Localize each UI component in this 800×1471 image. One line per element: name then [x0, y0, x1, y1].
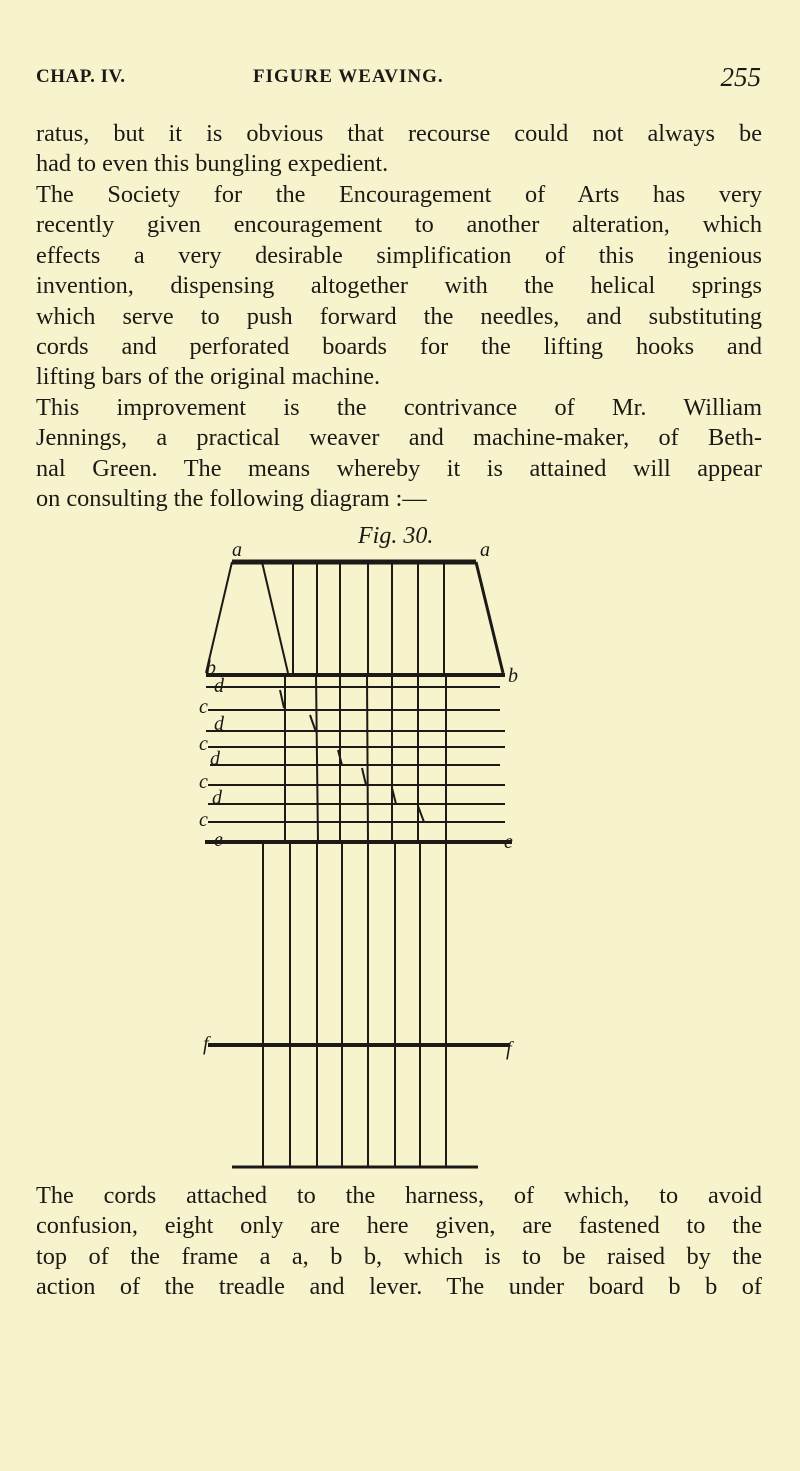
label-e-right: e	[504, 831, 513, 853]
label-f-right: f	[506, 1038, 512, 1060]
text-line: lifting bars of the original machine.	[36, 363, 381, 391]
label-d: d	[210, 748, 220, 770]
text-line: top of the frame a a, b b, which is to be raised by the	[36, 1242, 762, 1270]
paragraph-4	[36, 1181, 762, 1303]
text-line: ratus, but it is obvious that recourse could not always be	[36, 120, 762, 147]
text-line: The cords attached to the harness, of which, to avoid	[36, 1182, 762, 1209]
figure-caption: Fig. 30.	[358, 523, 434, 549]
text-line: invention, dispensing altogether with the helical springs	[36, 272, 762, 300]
text-line: The Society for the Encouragement of Arts has very	[36, 181, 762, 208]
page-number: 255	[720, 62, 761, 92]
needle-cord	[367, 675, 368, 842]
text-line: had to even this bungling expedient.	[36, 150, 389, 178]
text-line: This improvement is the contrivance of Mr. William	[36, 394, 762, 421]
label-b-right: b	[508, 665, 518, 687]
label-d: d	[214, 675, 224, 697]
label-d: d	[212, 787, 222, 809]
text-line: cords and perforated boards for the lifting hooks and	[36, 333, 762, 361]
text-line: recently given encouragement to another alteration, which	[36, 211, 762, 239]
label-a-right: a	[480, 539, 490, 561]
label-f-left: f	[203, 1033, 209, 1055]
text-line: effects a very desirable simplification of this ingenious	[36, 241, 762, 269]
text-line: nal Green. The means whereby it is attained will appear	[36, 454, 762, 482]
label-c: c	[199, 696, 208, 718]
label-c: c	[199, 771, 208, 793]
text-line: which serve to push forward the needles, and substituting	[36, 302, 762, 330]
needle-cord	[316, 675, 318, 842]
running-title: FIGURE WEAVING.	[253, 66, 444, 87]
label-b-left: b	[206, 657, 216, 679]
label-e-left: e	[214, 829, 223, 851]
label-c: c	[199, 809, 208, 831]
hook	[280, 690, 284, 708]
frame-right-slope	[476, 562, 503, 673]
hook	[310, 715, 316, 732]
label-a-left: a	[232, 539, 242, 561]
chapter-heading: CHAP. IV.	[36, 66, 126, 87]
frame-cord	[262, 562, 288, 673]
text-line: action of the treadle and lever. The under board b b of	[36, 1273, 762, 1301]
text-line: on consulting the following diagram :—	[36, 485, 427, 513]
label-c: c	[199, 733, 208, 755]
text-line: Jennings, a practical weaver and machine-maker, of Beth-	[36, 424, 762, 452]
text-line: confusion, eight only are here given, are fastened to the	[36, 1212, 762, 1240]
label-d: d	[214, 713, 224, 735]
hook	[362, 768, 366, 785]
